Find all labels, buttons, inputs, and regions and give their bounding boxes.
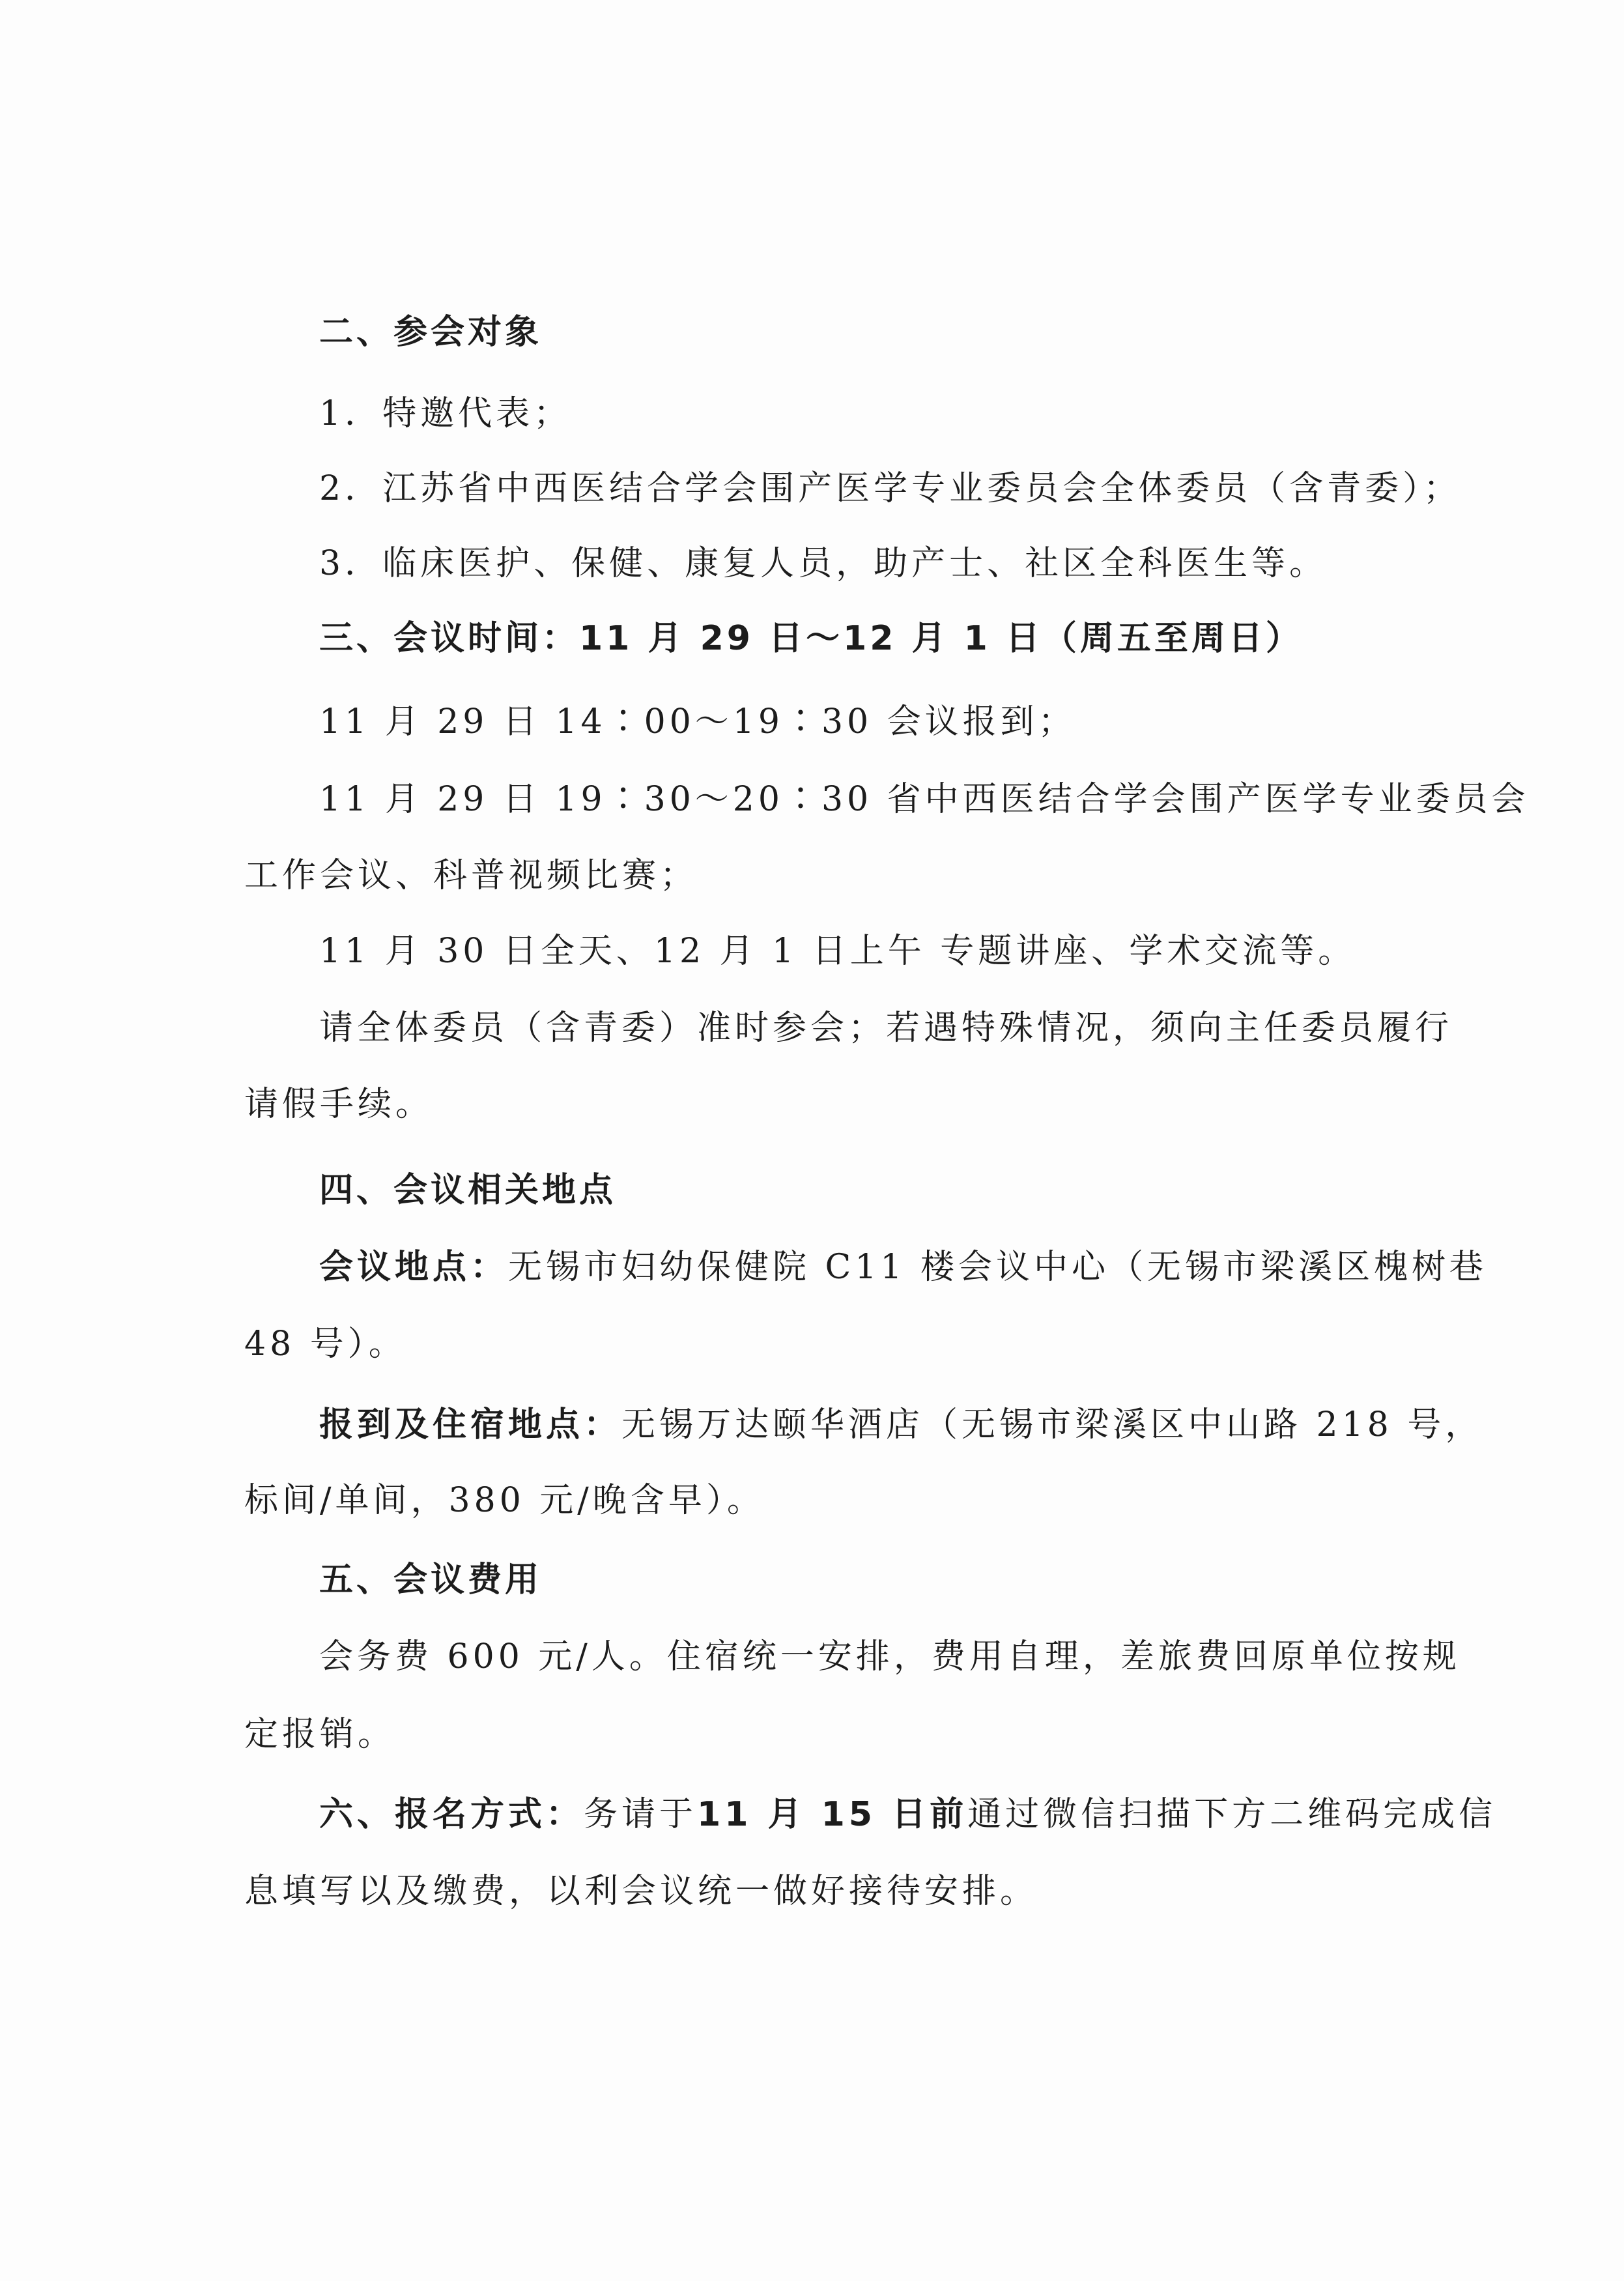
attendance-notice: 请全体委员（含青委）准时参会；若遇特殊情况，须向主任委员履行 <box>319 1009 1453 1048</box>
venue-text: 无锡市妇幼保健院 C11 楼会议中心（无锡市梁溪区槐树巷 <box>508 1248 1488 1287</box>
section-6-heading: 六、报名方式： <box>319 1795 584 1834</box>
section-2-item-3: 3．临床医护、保健、康复人员，助产士、社区全科医生等。 <box>319 544 1328 583</box>
registration-prefix: 务请于 <box>584 1795 698 1834</box>
section-4-heading: 四、会议相关地点 <box>319 1171 617 1210</box>
section-5-heading: 五、会议费用 <box>319 1560 543 1600</box>
schedule-item-3: 11 月 30 日全天、12 月 1 日上午 专题讲座、学术交流等。 <box>319 932 1356 971</box>
venue-label: 会议地点： <box>319 1248 509 1287</box>
schedule-item-2: 11 月 29 日 19∶30～20∶30 省中西医结合学会围产医学专业委员会 <box>319 780 1530 819</box>
venue-line-continued: 48 号）。 <box>244 1325 406 1364</box>
hotel-text: 无锡万达颐华酒店（无锡市梁溪区中山路 218 号， <box>621 1405 1483 1444</box>
schedule-item-1: 11 月 29 日 14∶00～19∶30 会议报到； <box>319 702 1076 741</box>
schedule-item-2-continued: 工作会议、科普视频比赛； <box>244 856 698 895</box>
section-2-heading: 二、参会对象 <box>319 313 543 352</box>
registration-text-continued: 息填写以及缴费，以利会议统一做好接待安排。 <box>244 1872 1038 1911</box>
fee-text-continued: 定报销。 <box>244 1715 396 1754</box>
section-3-heading: 三、会议时间：11 月 29 日～12 月 1 日（周五至周日） <box>319 619 1303 658</box>
section-6-line <box>319 1788 1496 1841</box>
section-2-item-2: 2．江苏省中西医结合学会围产医学专业委员会全体委员（含青委）； <box>319 469 1462 508</box>
venue-line <box>319 1241 1487 1293</box>
fee-text: 会务费 600 元/人。住宿统一安排，费用自理，差旅费回原单位按规 <box>319 1637 1460 1676</box>
attendance-notice-continued: 请假手续。 <box>244 1085 434 1124</box>
hotel-line-continued: 标间/单间，380 元/晚含早）。 <box>244 1481 765 1520</box>
registration-deadline: 11 月 15 日前 <box>697 1795 968 1834</box>
registration-text: 通过微信扫描下方二维码完成信 <box>967 1795 1497 1834</box>
section-2-item-1: 1．特邀代表； <box>319 394 572 433</box>
hotel-line <box>319 1399 1483 1451</box>
hotel-label: 报到及住宿地点： <box>319 1405 622 1444</box>
